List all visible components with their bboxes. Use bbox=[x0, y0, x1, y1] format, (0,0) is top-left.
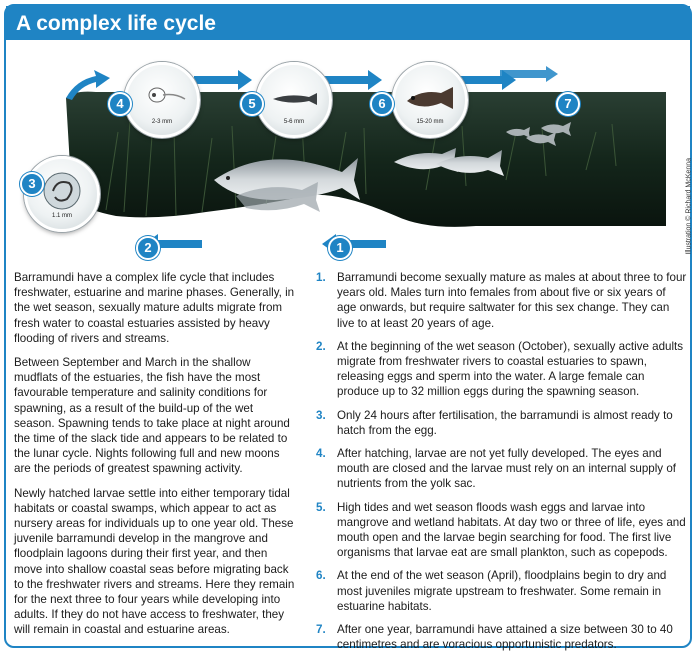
list-item bbox=[312, 408, 688, 438]
stage-badge-1: 1 bbox=[328, 236, 352, 260]
stage-larva-photo bbox=[124, 62, 200, 138]
title-bar bbox=[6, 6, 690, 40]
list-number: 7. bbox=[316, 623, 326, 637]
list-text: At the beginning of the wet season (October), sexually active adults migrate from freshwater rivers to coastal estuaries to spawn, releasing eggs and sperm into the water. A large female can produce up to 32 million eggs during the spawning season. bbox=[337, 339, 684, 399]
list-number: 4. bbox=[316, 447, 326, 461]
list-item bbox=[312, 622, 688, 652]
stage-badge-2: 2 bbox=[136, 236, 160, 260]
stages-list bbox=[312, 270, 688, 660]
stage-6-size: 15-20 mm bbox=[416, 119, 444, 125]
stage-badge-6: 6 bbox=[370, 92, 394, 116]
list-number: 5. bbox=[316, 500, 326, 514]
intro-paragraph: Between September and March in the shallow mudflats of the estuaries, the fish have the most favourable temperature and salinity conditions for spawning, as a result of the build-up of the wet season. Spawning tends to take place at night around the time of the slack tide and appears to be related to the lunar cycle. Nights following full and new moons are the periods of greatest spawning activity. bbox=[14, 356, 290, 476]
list-text: At the end of the wet season (April), floodplains begin to dry and most juveniles migrate upstream to freshwater. Some remain in estuarine habitats. bbox=[337, 569, 667, 613]
list-number: 1. bbox=[316, 271, 326, 284]
list-item bbox=[312, 270, 688, 331]
list-item bbox=[312, 446, 688, 492]
stage-fry-photo bbox=[392, 62, 468, 138]
list-number: 6. bbox=[316, 569, 326, 583]
list-item bbox=[312, 500, 688, 561]
intro-column bbox=[14, 270, 296, 647]
list-item bbox=[312, 568, 688, 614]
illustration-graphic bbox=[6, 40, 690, 262]
list-text: After hatching, larvae are not yet fully developed. The eyes and mouth are closed and the larvae must rely on an internal supply of nutrients from the yolk sac. bbox=[337, 447, 676, 491]
stage-badge-5: 5 bbox=[240, 92, 264, 116]
intro-paragraph: Newly hatched larvae settle into either temporary tidal habitats or coastal swamps, which appear to act as nursery areas for individuals up to one year old. These juvenile barramundi develop in the mangrove and floodplain lagoons during their first year, and then move into shallow coastal seas before migrating back to the freshwater rivers and streams. Here they remain for the next three to four years while developing into adults. If they do not have access to freshwater, they will remain in coastal and estuarine areas. bbox=[14, 486, 295, 637]
stage-3-size: 1.1 mm bbox=[51, 213, 72, 219]
stage-badge-7: 7 bbox=[556, 92, 580, 116]
life-cycle-illustration bbox=[6, 40, 693, 262]
list-text: High tides and wet season floods wash eggs and larvae into mangrove and wetland habitats. At day two or three of life, eyes and mouth open and the larvae begin searching for food. The first live organisms that larvae eat are small plankton, such as copepods. bbox=[337, 500, 686, 560]
life-cycle-panel bbox=[4, 4, 693, 652]
list-number: 3. bbox=[316, 408, 326, 422]
list-number: 2. bbox=[316, 339, 326, 353]
page-title: A complex life cycle bbox=[16, 12, 216, 35]
stage-badge-3: 3 bbox=[20, 172, 44, 196]
illustration-credit: Illustration © Richard McKenna bbox=[686, 158, 693, 255]
stage-5-size: 5-6 mm bbox=[283, 119, 305, 125]
list-text: Barramundi become sexually mature as males at about three to four years old. Males turn into females from about five or six years of age onwards, but require saltwater for this sex change. They can live to at least 20 years of age. bbox=[337, 271, 687, 330]
list-text: After one year, barramundi have attained a size between 30 to 40 centimetres and are voracious opportunistic predators. bbox=[337, 623, 673, 652]
stage-badge-4: 4 bbox=[108, 92, 132, 116]
stage-4-size: 2-3 mm bbox=[151, 119, 173, 125]
list-item bbox=[312, 339, 688, 400]
intro-paragraph: Barramundi have a complex life cycle that includes freshwater, estuarine and marine phases. Generally, in the wet season, sexually mature adults migrate from fresh water to coastal estuaries assisted by heavy flooding of rivers and streams. bbox=[14, 271, 295, 345]
list-text: Only 24 hours after fertilisation, the barramundi is almost ready to hatch from the egg. bbox=[337, 408, 673, 437]
stage-postlarva-photo bbox=[256, 62, 332, 138]
